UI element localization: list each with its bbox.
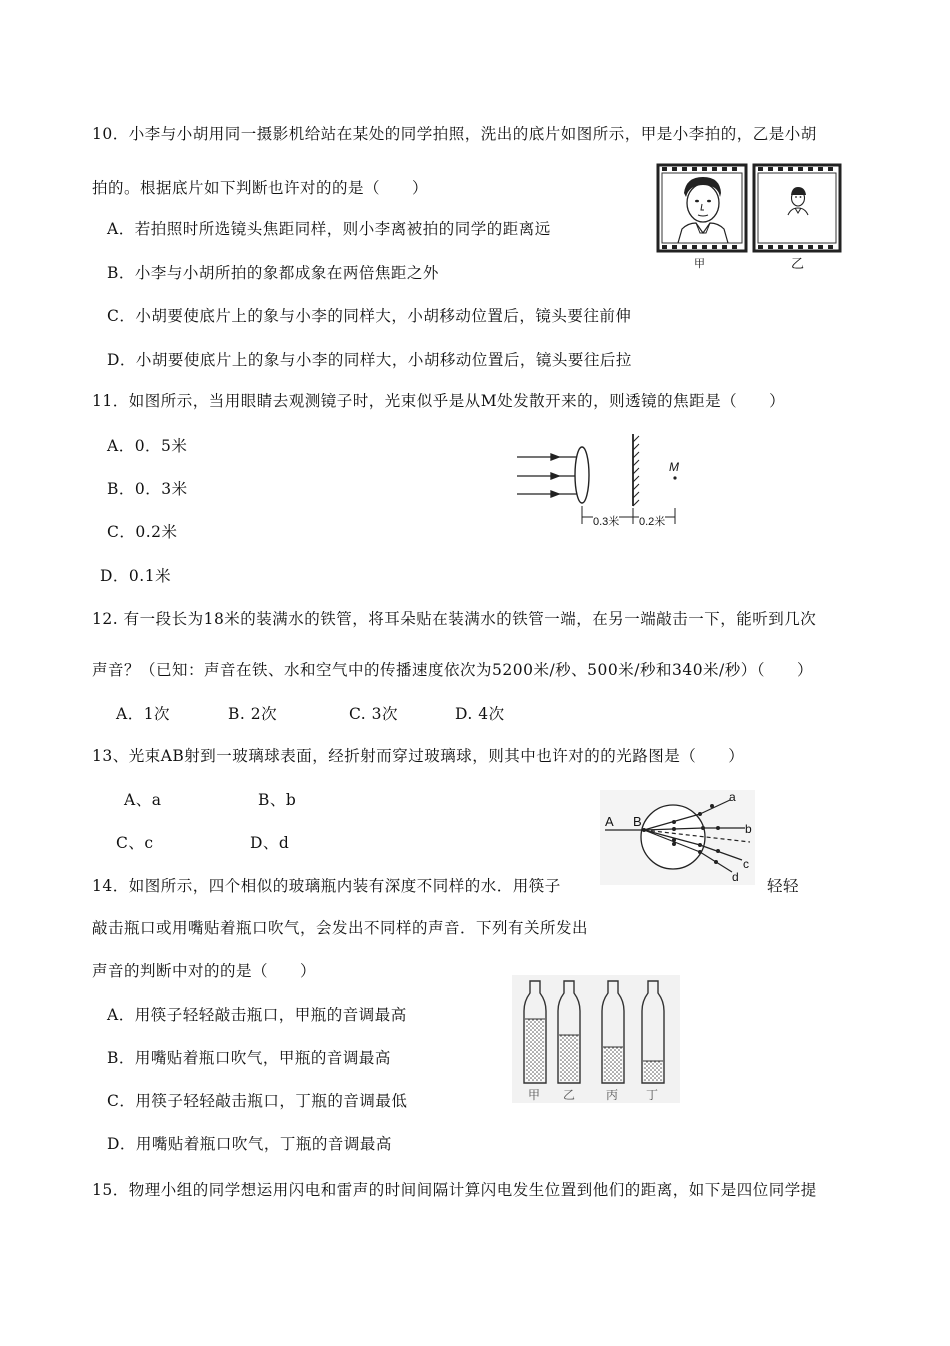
bottle-label-ding: 丁 (646, 1088, 659, 1102)
q11-option-c: C．0.2米 (107, 523, 178, 541)
lens-mirror-figure (515, 432, 695, 532)
bottle-label-bing: 丙 (606, 1088, 619, 1102)
ray-label-b-upper: B (633, 814, 642, 829)
q10-line2: 拍的。根据底片如下判断也许对的的是（ ） (92, 179, 429, 197)
dist-03-label: 0.3米 (593, 513, 619, 529)
glass-ball-figure (600, 790, 755, 885)
q11-stem: 11．如图所示，当用眼睛去观测镜子时，光束似乎是从M处发散开来的，则透镜的焦距是（ ） (92, 392, 786, 410)
q12-option-a: A．1次 (116, 705, 171, 723)
film-label-jia: 甲 (694, 258, 705, 270)
point-m-label: M (669, 460, 679, 474)
ray-label-c: c (743, 857, 749, 871)
q13-option-b: B、b (258, 791, 297, 809)
q10-option-b: B．小李与小胡所拍的象都成象在两倍焦距之外 (107, 264, 439, 282)
q12-option-d: D. 4次 (455, 705, 505, 723)
q14-line1b: 轻轻 (767, 877, 800, 895)
q14-line1a: 14．如图所示，四个相似的玻璃瓶内装有深度不同样的水．用筷子 (92, 877, 561, 895)
bottle-label-yi: 乙 (563, 1088, 576, 1102)
ray-label-d: d (732, 870, 739, 884)
q14-option-c: C．用筷子轻轻敲击瓶口，丁瓶的音调最低 (107, 1092, 408, 1110)
q14-option-d: D．用嘴贴着瓶口吹气，丁瓶的音调最高 (107, 1135, 392, 1153)
q14-option-a: A．用筷子轻轻敲击瓶口，甲瓶的音调最高 (107, 1006, 407, 1024)
q11-option-d: D．0.1米 (100, 567, 172, 585)
bottle-label-jia: 甲 (528, 1088, 541, 1102)
ray-label-b: b (745, 822, 752, 836)
q12-option-c: C. 3次 (349, 705, 399, 723)
q12-line1: 12. 有一段长为18米的装满水的铁管，将耳朵贴在装满水的铁管一端，在另一端敲击一下，能听到几次 (92, 610, 817, 628)
q14-option-b: B．用嘴贴着瓶口吹气，甲瓶的音调最高 (107, 1049, 391, 1067)
q10-line1: 10．小李与小胡用同一摄影机给站在某处的同学拍照，洗出的底片如图所示，甲是小李拍的，乙是小胡 (92, 125, 817, 143)
q11-option-a: A．0．5米 (107, 437, 188, 455)
ray-label-a: a (729, 790, 736, 804)
ray-label-a-upper: A (605, 814, 614, 829)
q12-line2: 声音？（已知：声音在铁、水和空气中的传播速度依次为5200米/秒、500米/秒和340米/秒）（ ） (92, 661, 814, 679)
q11-option-b: B．0．3米 (107, 480, 188, 498)
bottles-figure (512, 975, 680, 1103)
q13-option-d: D、d (250, 834, 290, 852)
q13-option-c: C、c (116, 834, 154, 852)
q14-line2: 敲击瓶口或用嘴贴着瓶口吹气，会发出不同样的声音．下列有关所发出 (92, 919, 589, 937)
q12-option-b: B. 2次 (228, 705, 278, 723)
q13-option-a: A、a (124, 791, 162, 809)
q15-line1: 15．物理小组的同学想运用闪电和雷声的时间间隔计算闪电发生位置到他们的距离，如下是四位同学提 (92, 1181, 817, 1199)
film-negatives-figure (656, 163, 842, 273)
dist-02-label: 0.2米 (639, 513, 665, 529)
q13-stem: 13、光束AB射到一玻璃球表面，经折射而穿过玻璃球，则其中也许对的的光路图是（ ） (92, 747, 745, 765)
film-label-yi: 乙 (791, 256, 805, 271)
q10-option-a: A．若拍照时所选镜头焦距同样，则小李离被拍的同学的距离远 (107, 220, 551, 238)
q10-option-c: C．小胡要使底片上的象与小李的同样大，小胡移动位置后，镜头要往前伸 (107, 307, 632, 325)
q10-option-d: D．小胡要使底片上的象与小李的同样大，小胡移动位置后，镜头要往后拉 (107, 351, 632, 369)
q14-line3: 声音的判断中对的的是（ ） (92, 962, 317, 980)
